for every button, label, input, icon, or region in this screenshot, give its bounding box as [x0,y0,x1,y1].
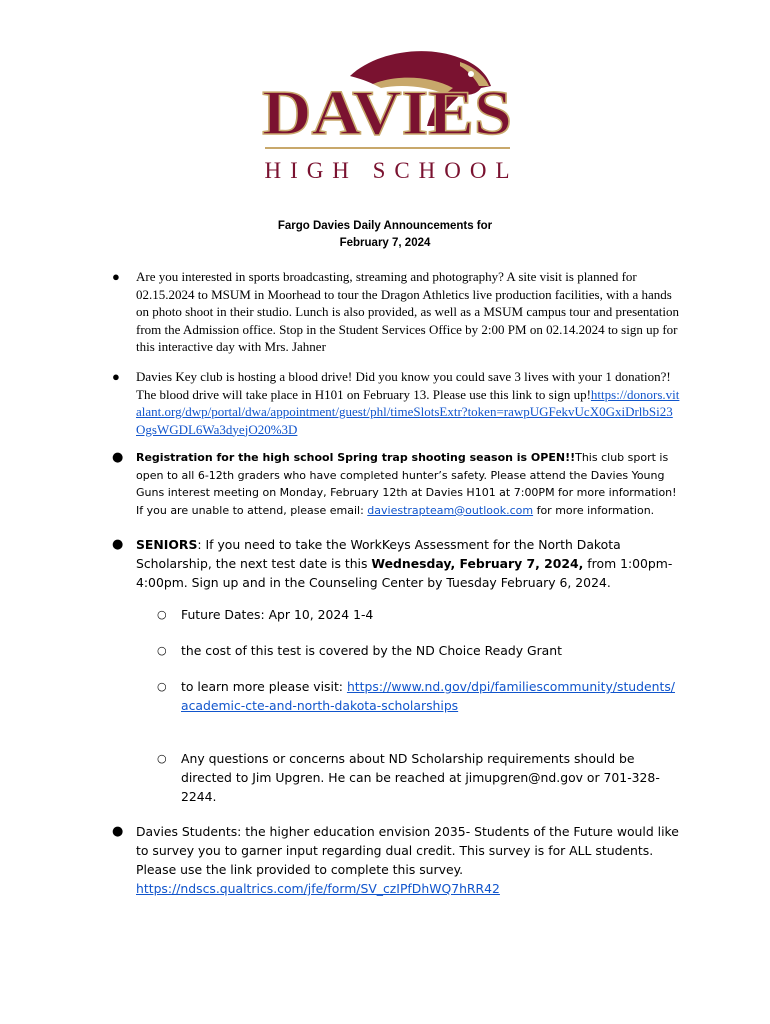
seniors-date: Wednesday, February 7, 2024, [371,556,584,571]
logo-subtitle: HIGH SCHOOL [264,158,510,183]
bullet-icon: ● [112,369,120,384]
learn-more-text: to learn more please visit: [181,679,347,694]
future-dates-text: Future Dates: Apr 10, 2024 1-4 [181,607,374,622]
eagle-logo-icon [255,44,520,184]
survey-link[interactable]: https://ndscs.qualtrics.com/jfe/form/SV_czIPfDhWQ7hRR42 [136,881,500,896]
announcement-seniors [112,535,681,592]
broadcasting-text: Are you interested in sports broadcasting, streaming and photography? A site visit is planned for 02.15.2024 to MSUM in Moorhead to tour the Dragon Athletics live production facilities, with a hands on photo shoot in their studio. Lunch is also provided, as well as a MSUM campus tour and presentation from the Admission office. Stop in the Student Services Office by 2:00 PM on 02.14.2024 to sign up for this interactive day with Mrs. Jahner [136,269,680,354]
circle-bullet-icon: ○ [157,644,167,657]
seniors-sub-learn-more [157,677,681,715]
logo-wordmark: DAVIES [262,77,512,148]
announcement-survey [112,822,681,898]
seniors-sub-questions [157,749,681,806]
trap-tail: for more information. [533,503,655,517]
bullet-icon: ● [112,537,124,552]
circle-bullet-icon: ○ [157,680,167,693]
blood-drive-link[interactable]: https://donors.vitalant.org/dwp/portal/dwa/appointment/guest/phl/timeSlotsExtr?token=rawpUGFekvUcX0GxiDrlbSi23OgsWGDL6Wa3dyejO20%3D [136,386,680,437]
key-club-text: Davies Key club is hosting a blood drive! Did you know you could save 3 lives with your 1 donation?! The blood drive will take place in H101 on February 13. Please use this link to sign up! [136,369,671,402]
bullet-icon: ● [112,450,124,465]
bullet-icon: ● [112,269,120,284]
announcement-broadcasting [112,268,681,356]
survey-text: Davies Students: the higher education envision 2035- Students of the Future would like to survey you to garner input regarding dual credit. This survey is for ALL students. Please use the link provided to complete this survey. [136,824,679,877]
trap-headline: Registration for the high school Spring trap shooting season is OPEN!! [136,451,576,464]
seniors-sub-cost [157,641,681,660]
davies-logo [255,44,520,184]
announcement-key-club [112,368,681,438]
seniors-sub-future-dates [157,605,681,624]
cost-text: the cost of this test is covered by the ND Choice Ready Grant [181,643,562,658]
announcement-trap-shooting [112,449,681,519]
trap-email-link[interactable]: daviestrapteam@outlook.com [367,503,534,517]
seniors-text-1: : If you need to take the WorkKeys Assessment for the North Dakota Scholarship, the next test date is this [136,537,621,571]
bullet-icon: ● [112,824,124,839]
circle-bullet-icon: ○ [157,752,167,765]
title-line-1: Fargo Davies Daily Announcements for [277,220,493,232]
seniors-text-2: from 1:00pm-4:00pm. Sign up and in the Counseling Center by Tuesday February 6, 2024. [136,556,673,590]
questions-text: Any questions or concerns about ND Scholarship requirements should be directed to Jim Upgren. He can be reached at jimupgren@nd.gov or 701-328-2244. [181,751,660,804]
seniors-label: SENIORS [136,537,198,552]
scholarship-link[interactable]: https://www.nd.gov/dpi/familiescommunity/students/academic-cte-and-north-dakota-scholarships [181,679,675,713]
title-line-2: February 7, 2024 [339,237,431,249]
circle-bullet-icon: ○ [157,608,167,621]
page-title [0,218,770,252]
trap-text: This club sport is open to all 6-12th graders who have completed hunter’s safety. Please attend the Davies Young Guns interest meeting on Monday, February 12th at Davies H101 at 7:00PM for more information! If you are unable to attend, please email: [136,451,677,517]
